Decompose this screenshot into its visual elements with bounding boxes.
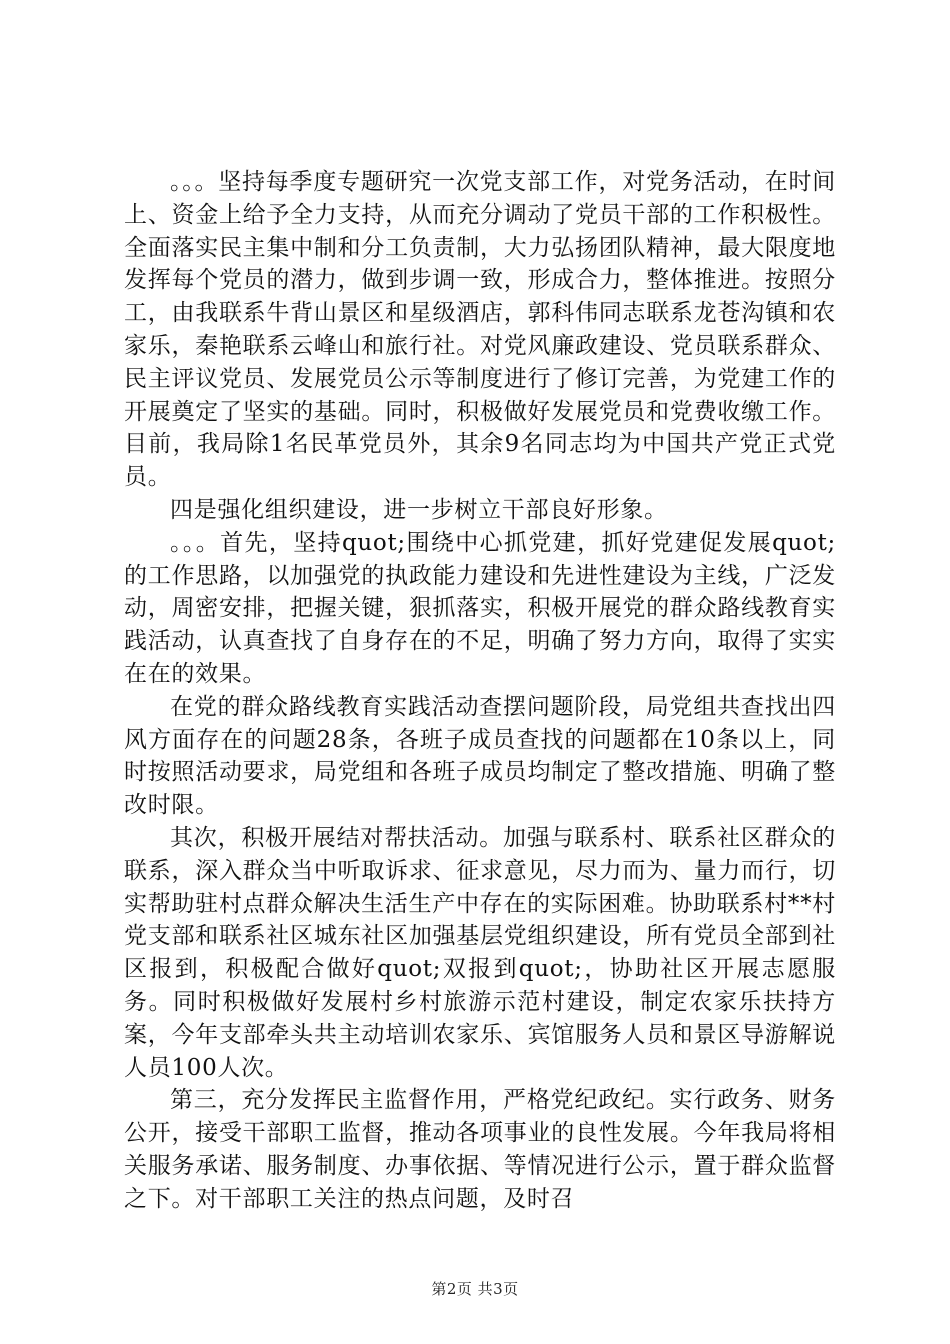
paragraph-problem-finding: 在党的群众路线教育实践活动查摆问题阶段，局党组共查找出四风方面存在的问题28条，各班子成员查找的问题都在10条以上，同时按照活动要求，局党组和各班子成员均制定了整改措施、明确了整改时限。 <box>124 693 836 819</box>
document-body <box>124 166 836 1216</box>
paragraph-second-pairing-assistance: 其次，积极开展结对帮扶活动。加强与联系村、联系社区群众的联系，深入群众当中听取诉求、征求意见，尽力而为、量力而行，切实帮助驻村点群众解决生活生产中存在的实际困难。协助联系村**村党支部和联系社区城东社区加强基层党组织建设，所有党员全部到社区报到，积极配合做好quot;双报到quot;，协助社区开展志愿服务。同时积极做好发展村乡村旅游示范村建设，制定农家乐扶持方案，今年支部牵头共主动培训农家乐、宾馆服务人员和景区导游解说人员100人次。 <box>124 824 836 1081</box>
paragraph-organization-heading: 四是强化组织建设，进一步树立干部良好形象。 <box>170 496 668 523</box>
page-footer: 第2页 共3页 <box>431 1280 519 1298</box>
paragraph-party-branch-work: 。。。坚持每季度专题研究一次党支部工作，对党务活动，在时间上、资金上给予全力支持，从而充分调动了党员干部的工作积极性。全面落实民主集中制和分工负责制，大力弘扬团队精神，最大限度地发挥每个党员的潜力，做到步调一致，形成合力，整体推进。按照分工，由我联系牛背山景区和星级酒店，郭科伟同志联系龙苍沟镇和农家乐，秦艳联系云峰山和旅行社。对党风廉政建设、党员联系群众、民主评议党员、发展党员公示等制度进行了修订完善，为党建工作的开展奠定了坚实的基础。同时，积极做好发展党员和党费收缴工作。目前，我局除1名民革党员外，其余9名同志均为中国共产党正式党员。 <box>124 169 836 491</box>
paragraph-first-party-building: 。。。首先，坚持quot;围绕中心抓党建，抓好党建促发展quot;的工作思路，以加强党的执政能力建设和先进性建设为主线，广泛发动，周密安排，把握关键，狠抓落实，积极开展党的群众路线教育实践活动，认真查找了自身存在的不足，明确了努力方向，取得了实实在在的效果。 <box>124 529 836 687</box>
paragraph-third-democratic-supervision: 第三，充分发挥民主监督作用，严格党纪政纪。实行政务、财务公开，接受干部职工监督，推动各项事业的良性发展。今年我局将相关服务承诺、服务制度、办事依据、等情况进行公示，置于群众监督之下。对干部职工关注的热点问题，及时召 <box>124 1087 836 1212</box>
